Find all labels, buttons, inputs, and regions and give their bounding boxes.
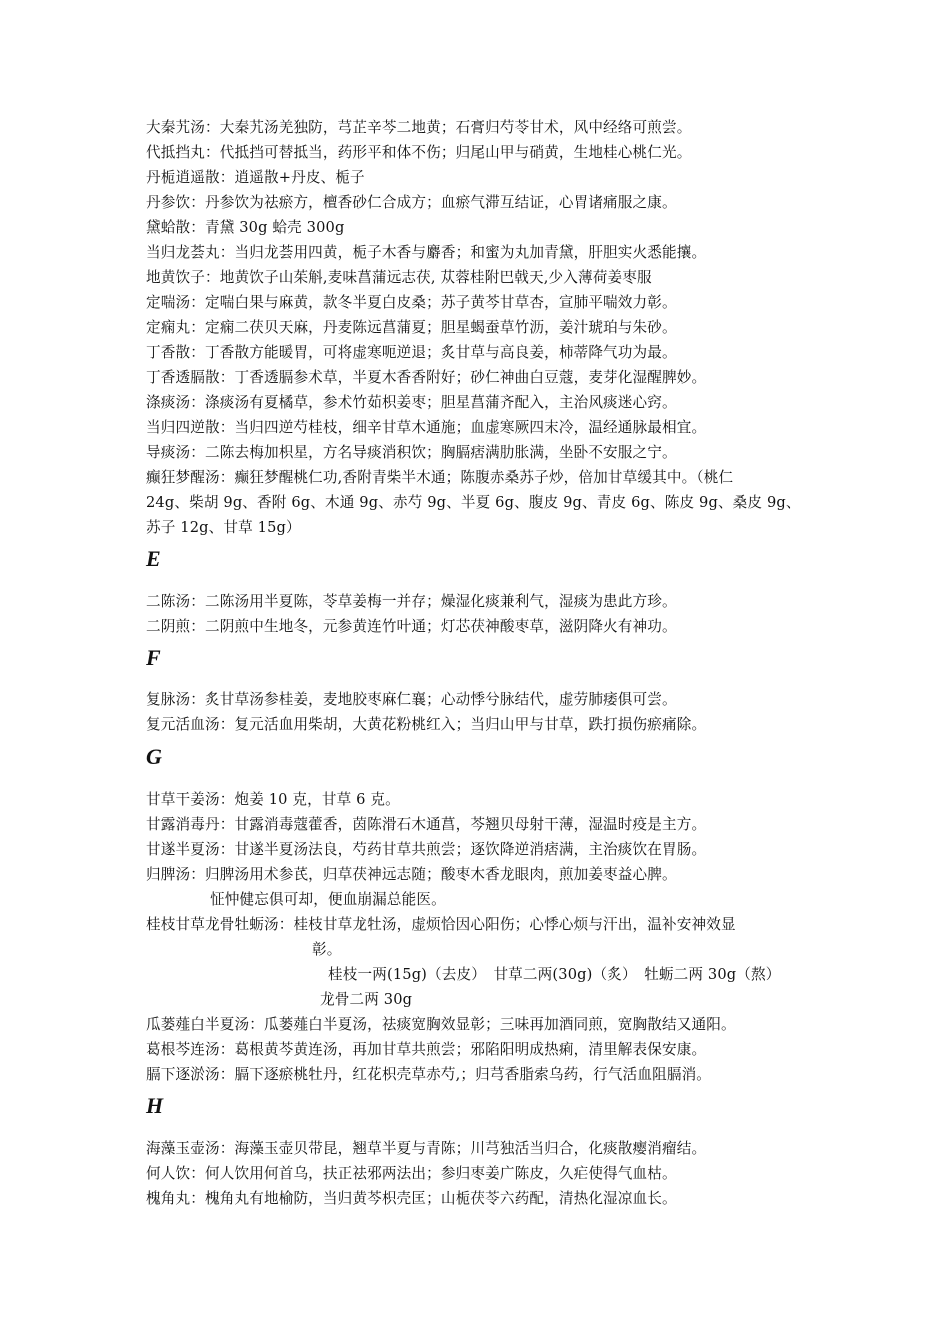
text-line: 桂枝甘草龙骨牡蛎汤：桂枝甘草龙牡汤，虚烦恰因心阳伤；心悸心烦与汗出，温补安神效显 — [146, 916, 736, 933]
text-line: 丹参饮：丹参饮为祛瘀方，檀香砂仁合成方；血瘀气滞互结证，心胃诸痛服之康。 — [146, 194, 677, 211]
text-line: 复脉汤：炙甘草汤参桂姜，麦地胶枣麻仁襄；心动悸兮脉结代，虚劳肺痿俱可尝。 — [146, 691, 677, 708]
text-line: 地黄饮子：地黄饮子山茱斛,麦味菖蒲远志茯, 苁蓉桂附巴戟天,少入薄荷姜枣服 — [146, 269, 652, 286]
text-line: 怔忡健忘俱可却，便血崩漏总能医。 — [210, 891, 446, 908]
section-heading-e: E — [146, 546, 161, 571]
text-line: 复元活血汤：复元活血用柴胡，大黄花粉桃红入；当归山甲与甘草，跌打损伤瘀痛除。 — [146, 716, 707, 733]
text-line: 甘遂半夏汤：甘遂半夏汤法良，芍药甘草共煎尝；逐饮降逆消痞满，主治痰饮在胃肠。 — [146, 841, 707, 858]
text-line: 丁香散：丁香散方能暖胃，可将虚寒呃逆退；炙甘草与高良姜，柿蒂降气功为最。 — [146, 344, 677, 361]
text-line: 导痰汤：二陈去梅加枳星，方名导痰消积饮；胸膈痞满肋胀满，坐卧不安服之宁。 — [146, 444, 677, 461]
text-line: 膈下逐淤汤：膈下逐瘀桃牡丹，红花枳壳草赤芍,；归芎香脂索乌药，行气活血阻膈消。 — [146, 1066, 712, 1083]
text-line: 甘草干姜汤：炮姜 10 克，甘草 6 克。 — [146, 791, 400, 808]
text-line: 瓜蒌薤白半夏汤：瓜蒌薤白半夏汤，祛痰宽胸效显彰；三味再加酒同煎，宽胸散结又通阳。 — [146, 1016, 736, 1033]
text-line: 定痫丸：定痫二茯贝天麻，丹麦陈远菖蒲夏；胆星蝎蚕草竹沥，姜汁琥珀与朱砂。 — [146, 319, 677, 336]
text-line: 24g、柴胡 9g、香附 6g、木通 9g、赤芍 9g、半夏 6g、腹皮 9g、青皮 6g、陈皮 9g、桑皮 9g、 — [146, 494, 801, 511]
section-heading-f: F — [146, 645, 161, 670]
text-line: 黛蛤散：青黛 30g 蛤壳 300g — [146, 219, 345, 236]
text-line: 海藻玉壶汤：海藻玉壶贝带昆，翘草半夏与青陈；川芎独活当归合，化痰散瘿消瘤结。 — [146, 1140, 707, 1157]
text-line: 当归龙荟丸：当归龙荟用四黄，栀子木香与麝香；和蜜为丸加青黛，肝胆实火悉能攘。 — [146, 244, 707, 261]
text-line: 葛根芩连汤：葛根黄芩黄连汤，再加甘草共煎尝；邪陷阳明成热痢，清里解表保安康。 — [146, 1041, 707, 1058]
text-line: 代抵挡丸：代抵挡可替抵当，药形平和体不伤；归尾山甲与硝黄，生地桂心桃仁光。 — [146, 144, 692, 161]
text-line: 定喘汤：定喘白果与麻黄，款冬半夏白皮桑；苏子黄芩甘草杏，宣肺平喘效力彰。 — [146, 294, 677, 311]
section-heading-g: G — [146, 744, 162, 769]
text-line: 龙骨二两 30g — [320, 991, 413, 1008]
text-line: 甘露消毒丹：甘露消毒蔻藿香，茵陈滑石木通菖，芩翘贝母射干薄，湿温时疫是主方。 — [146, 816, 707, 833]
text-line: 二陈汤：二陈汤用半夏陈，苓草姜梅一并存；燥湿化痰兼利气，湿痰为患此方珍。 — [146, 593, 677, 610]
text-line: 何人饮：何人饮用何首乌，扶正祛邪两法出；参归枣姜广陈皮，久疟使得气血枯。 — [146, 1165, 677, 1182]
text-line: 当归四逆散：当归四逆芍桂枝，细辛甘草木通施；血虚寒厥四末冷，温经通脉最相宜。 — [146, 419, 707, 436]
text-line: 丹栀逍遥散：逍遥散+丹皮、栀子 — [146, 169, 365, 186]
text-line: 桂枝一两(15g)（去皮） 甘草二两(30g)（炙） 牡蛎二两 30g（熬） — [328, 966, 781, 983]
text-line: 涤痰汤：涤痰汤有夏橘草，参术竹茹枳姜枣；胆星菖蒲齐配入，主治风痰迷心窍。 — [146, 394, 677, 411]
text-line: 归脾汤：归脾汤用术参芪，归草茯神远志随；酸枣木香龙眼肉，煎加姜枣益心脾。 — [146, 866, 677, 883]
text-line: 癫狂梦醒汤：癫狂梦醒桃仁功,香附青柴半木通；陈腹赤桑苏子炒，倍加甘草缓其中。（桃仁 — [146, 469, 734, 486]
text-line: 槐角丸：槐角丸有地榆防，当归黄芩枳壳匡；山栀茯苓六药配，清热化湿凉血长。 — [146, 1190, 677, 1207]
text-line: 大秦艽汤：大秦艽汤羌独防，芎芷辛芩二地黄；石膏归芍苓甘术，风中经络可煎尝。 — [146, 119, 692, 136]
text-line: 丁香透膈散：丁香透膈参术草，半夏木香香附好；砂仁神曲白豆蔻，麦芽化湿醒脾妙。 — [146, 369, 707, 386]
text-line: 彰。 — [312, 941, 342, 958]
section-heading-h: H — [146, 1093, 164, 1118]
text-line: 二阴煎：二阴煎中生地冬，元参黄连竹叶通；灯芯茯神酸枣草，滋阴降火有神功。 — [146, 618, 677, 635]
text-line: 苏子 12g、甘草 15g） — [146, 519, 301, 536]
